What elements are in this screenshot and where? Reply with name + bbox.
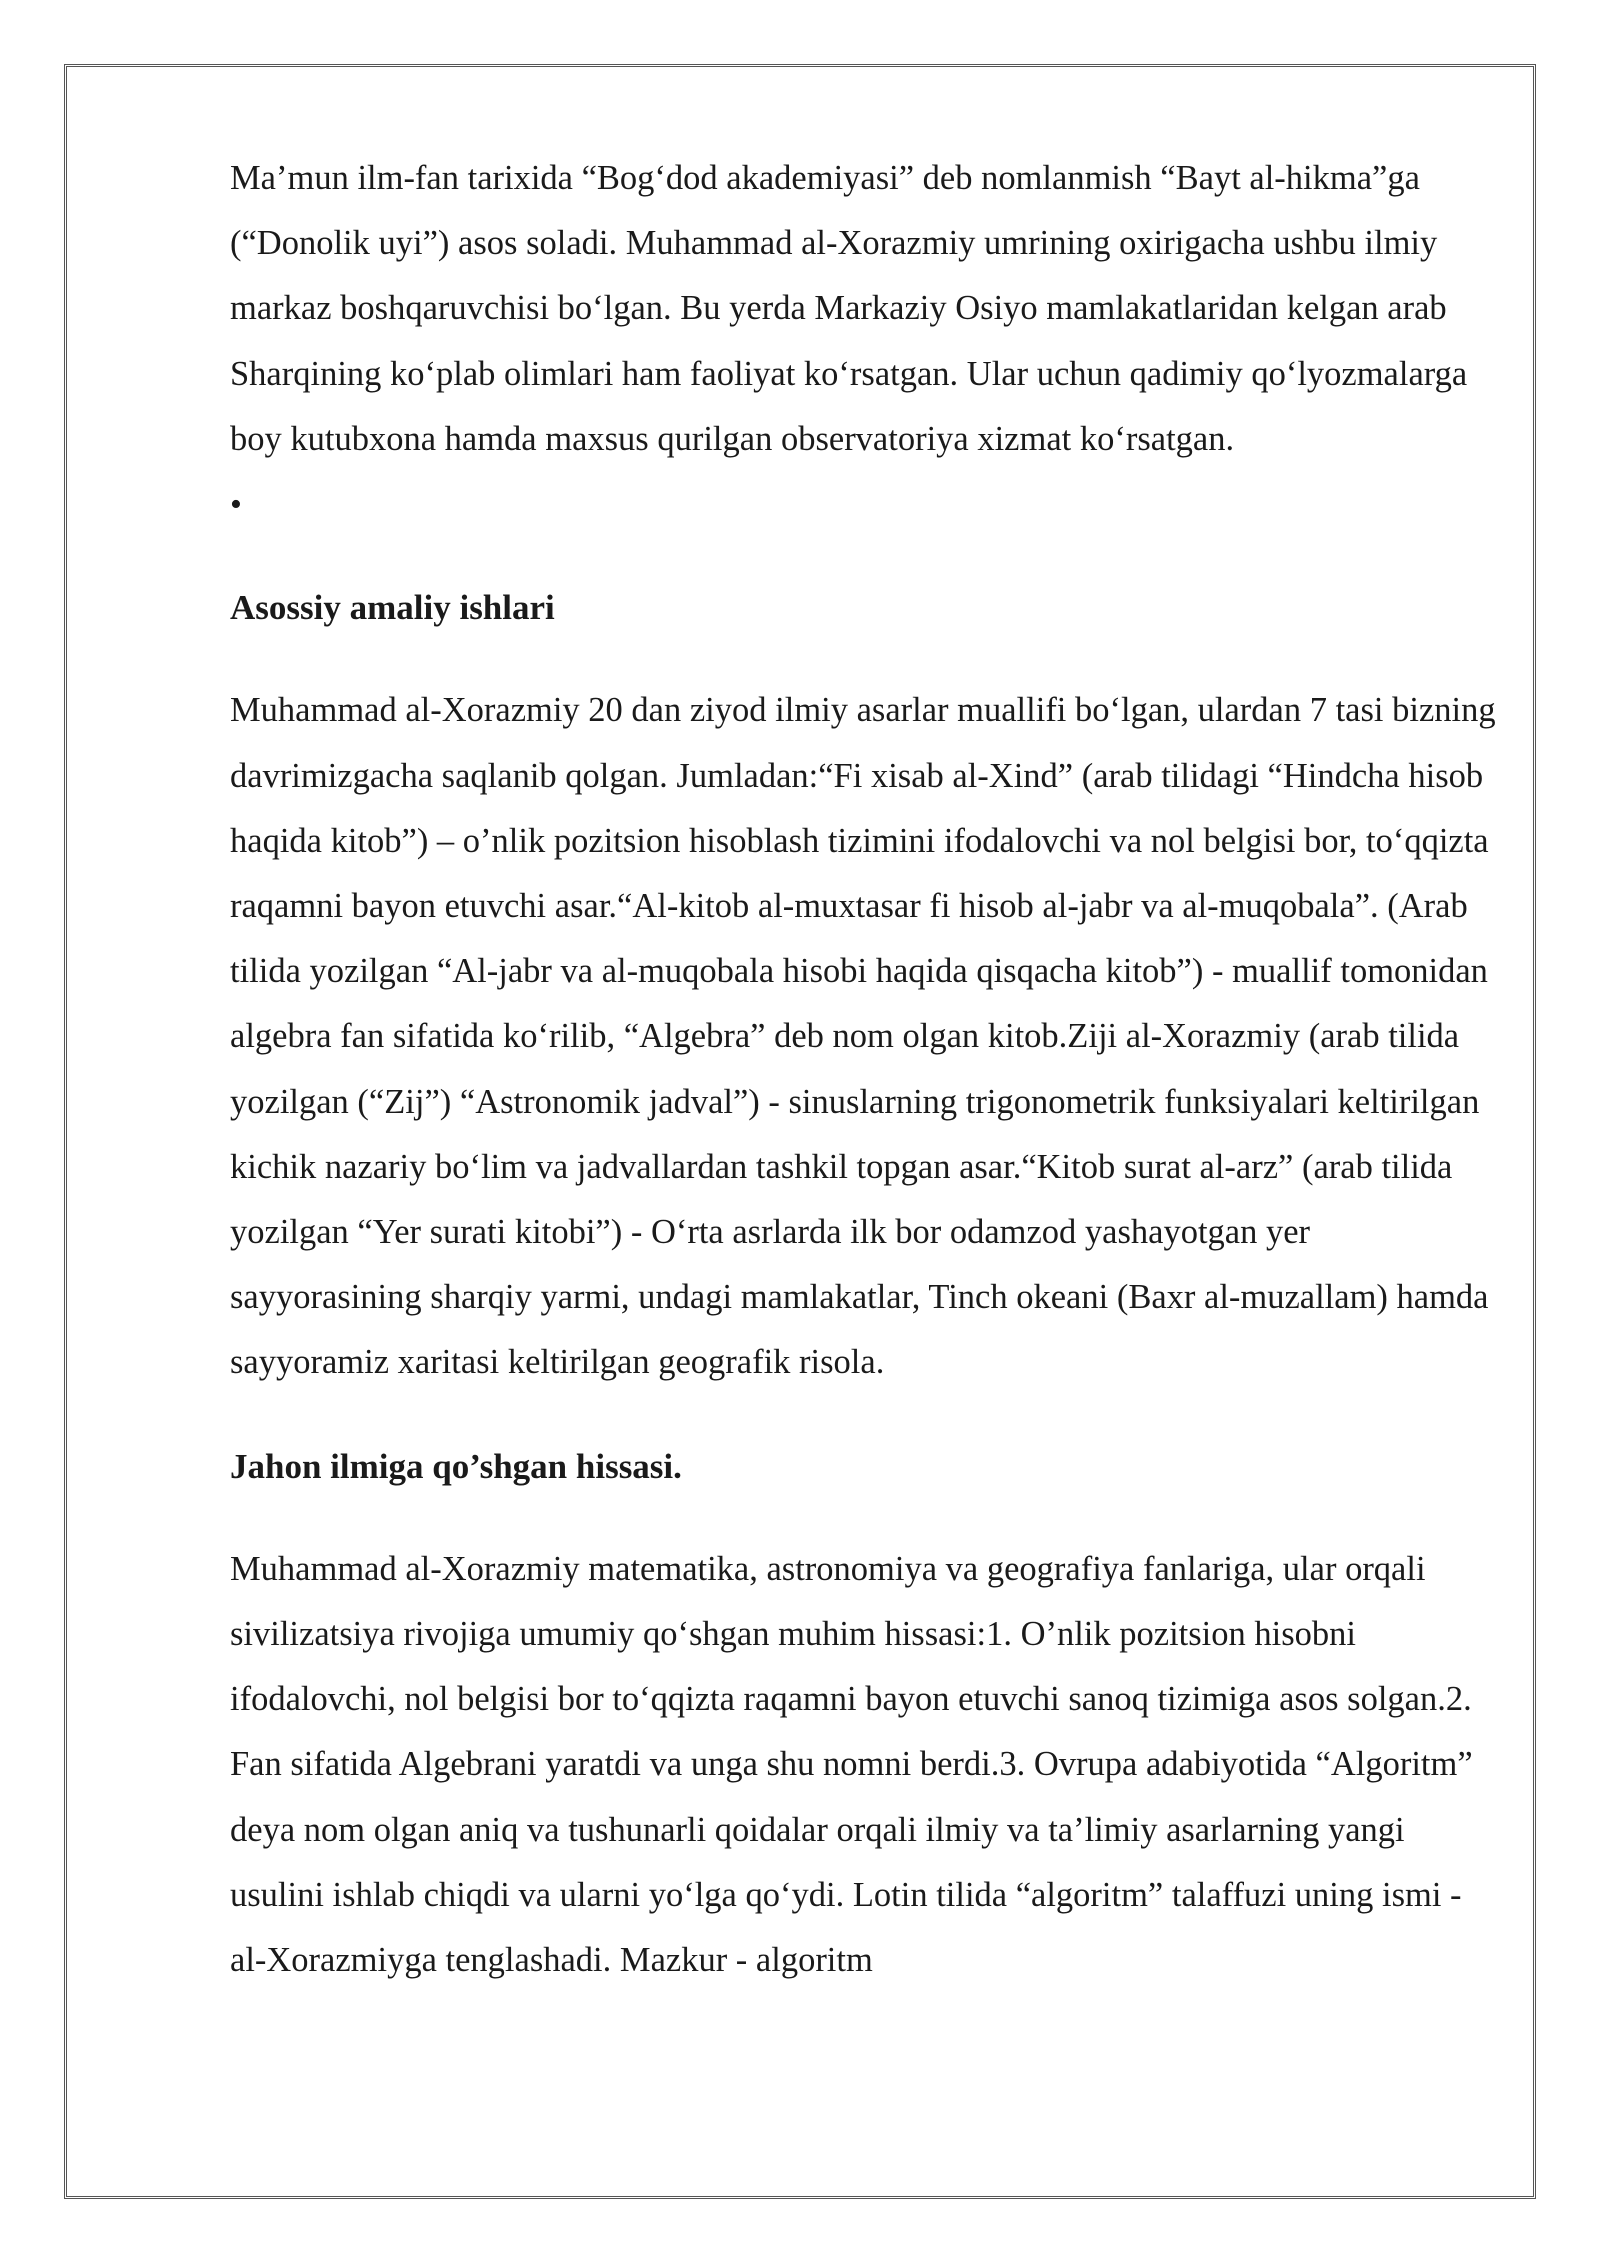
document-body: [230, 146, 1500, 1993]
spacer: [230, 640, 1500, 678]
spacer: [230, 1396, 1500, 1434]
spacer: [230, 537, 1500, 575]
works-paragraph: Muhammad al-Xorazmiy 20 dan ziyod ilmiy asarlar muallifi bo‘lgan, ulardan 7 tasi bizning davrimizgacha saqlanib qolgan. Jumladan:“Fi xisab al-Xind” (arab tilidagi “Hindcha hisob haqida kitob”) – o’nlik pozitsion hisoblash tizimini ifodalovchi va nol belgisi bor, to‘qqizta raqamni bayon etuvchi asar.“Al-kitob al-muxtasar fi hisob al-jabr va al-muqobala”. (Arab tilida yozilgan “Al-jabr va al-muqobala hisobi haqida qisqacha kitob”) - muallif tomonidan algebra fan sifatida ko‘rilib, “Algebra” deb nom olgan kitob.Ziji al-Xorazmiy (arab tilida yozilgan (“Zij”) “Astronomik jadval”) - sinuslarning trigonometrik funksiyalari keltirilgan kichik nazariy bo‘lim va jadvallardan tashkil topgan asar.“Kitob surat al-arz” (arab tilida yozilgan “Yer surati kitobi”) - O‘rta asrlarda ilk bor odamzod yashayotgan yer sayyorasining sharqiy yarmi, undagi mamlakatlar, Tinch okeani (Baxr al-muzallam) hamda sayyoramiz xaritasi keltirilgan geografik risola.: [230, 691, 1496, 1382]
intro-paragraph: Ma’mun ilm-fan tarixida “Bog‘dod akademiyasi” deb nomlanmish “Bayt al-hikma”ga (“Donolik uyi”) asos soladi. Muhammad al-Xorazmiy umrining oxirigacha ushbu ilmiy markaz boshqaruvchisi bo‘lgan. Bu yerda Markaziy Osiyo mamlakatlaridan kelgan arab Sharqining ko‘plab olimlari ham faoliyat ko‘rsatgan. Ular uchun qadimiy qo‘lyozmalarga boy kutubxona hamda maxsus qurilgan observatoriya xizmat ko‘rsatgan.: [230, 159, 1468, 458]
heading-works: Asossiy amaliy ishlari: [230, 588, 555, 628]
spacer: [230, 1499, 1500, 1537]
contribution-paragraph: Muhammad al-Xorazmiy matematika, astronomiya va geografiya fanlariga, ular orqali sivilizatsiya rivojiga umumiy qo‘shgan muhim hissasi:1. O’nlik pozitsion hisobni ifodalovchi, nol belgisi bor to‘qqizta raqamni bayon etuvchi sanoq tizimiga asos solgan.2. Fan sifatida Algebrani yaratdi va unga shu nomni berdi.3. Ovrupa adabiyotida “Algoritm” deya nom olgan aniq va tushunarli qoidalar orqali ilmiy va ta’limiy asarlarning yangi usulini ishlab chiqdi va ularni yo‘lga qo‘ydi. Lotin tilida “algoritm” talaffuzi uning ismi - al-Xorazmiyga tenglashadi. Mazkur - algoritm: [230, 1549, 1473, 1980]
heading-contribution: Jahon ilmiga qo’shgan hissasi.: [230, 1446, 682, 1486]
bullet-point: •: [230, 486, 242, 524]
